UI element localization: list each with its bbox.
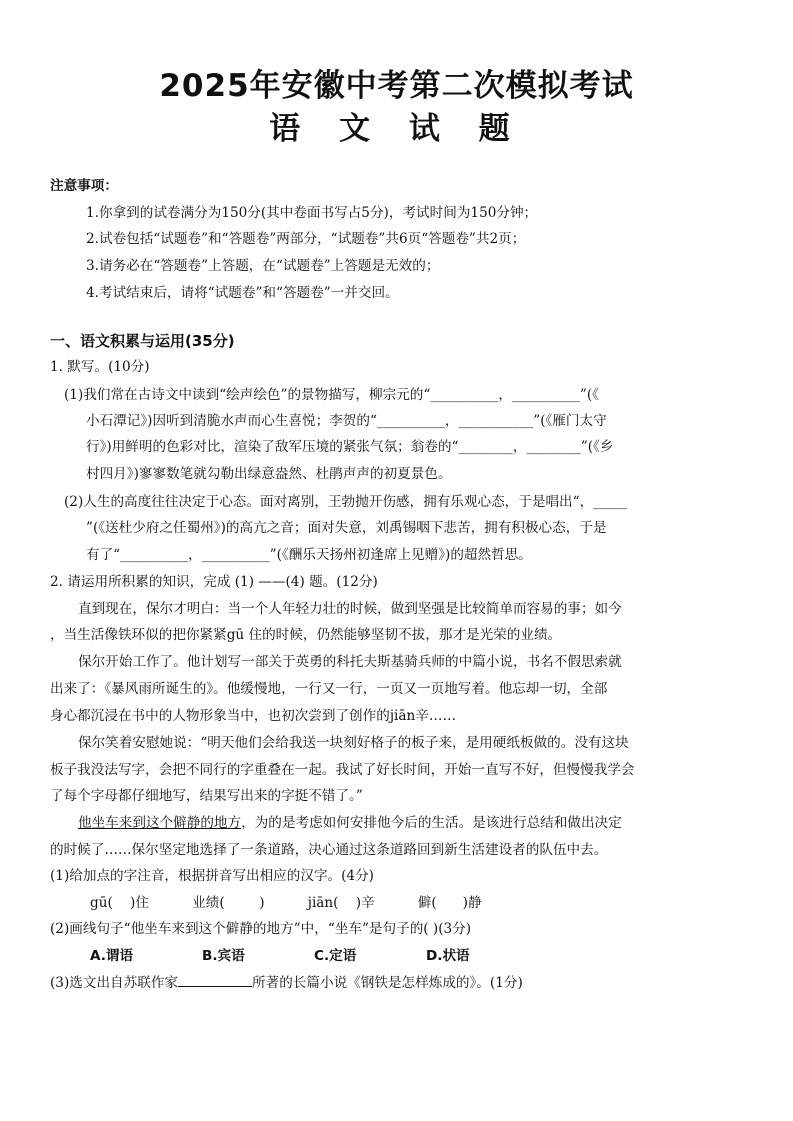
sub-question-3-text: (3)选文出自苏联作家 — [50, 975, 179, 991]
question-1-part-1-line: 村四月》)寥寥数笔就勾勒出绿意盎然、杜鹃声声的初夏景色。 — [86, 466, 452, 482]
passage-line: ，当生活像铁环似的把你紧紧gū 住的时候，仍然能够坚韧不拔，那才是光荣的业绩。 — [50, 627, 562, 643]
passage-line: 保尔笑着安慰她说：“明天他们会给我送一块刻好格子的板子来，是用硬纸板做的。没有这块 — [78, 735, 629, 751]
question-2-title: 2. 请运用所积累的知识，完成 (1) ——(4) 题。(12分) — [50, 574, 378, 590]
question-1-part-2-line: (2)人生的高度往往决定于心态。面对离别，王勃抛开伤感，拥有乐观心态，于是唱出“，_____ — [64, 494, 628, 510]
passage-line: 板子我没法写字，会把不同行的字重叠在一起。我试了好长时间，开始一直写不好，但慢慢我学会 — [50, 762, 635, 778]
passage-line — [78, 813, 622, 833]
exam-title: 2025年安徽中考第二次模拟考试 — [159, 68, 634, 104]
underlined-sentence: 他坐车来到这个僻静的地方 — [78, 815, 242, 831]
question-1-part-1-line: 行》)用鲜明的色彩对比，渲染了敌军压境的紧张气氛；翁卷的“________，________”(《乡 — [86, 439, 614, 455]
pinyin-blanks: gū( )住 业绩( ) jiān( )辛 僻( )静 — [90, 895, 482, 911]
option-d: D.状语 — [426, 948, 470, 964]
sub-question-2: (2)画线句子“他坐车来到这个僻静的地方”中，“坐车”是句子的( )(3分) — [50, 921, 472, 937]
notice-item: 3.请务必在“答题卷”上答题，在“试题卷”上答题是无效的； — [86, 258, 440, 274]
passage-line: 了每个字母都仔细地写，结果写出来的字挺不错了。” — [50, 788, 363, 804]
sub-question-3 — [50, 972, 523, 993]
question-1-part-2-line: ”(《送杜少府之任蜀州》)的高亢之音；面对失意，刘禹锡咽下悲苦，拥有积极心态，于是 — [86, 520, 607, 536]
section-heading: 一、语文积累与运用(35分) — [50, 332, 235, 350]
answer-blank — [178, 972, 252, 987]
passage-line: 直到现在，保尔才明白：当一个人年轻力壮的时候，做到坚强是比较简单而容易的事；如今 — [78, 601, 622, 617]
answer-options — [90, 946, 538, 966]
sub-question-3-text-end: 所著的长篇小说《钢铁是怎样炼成的》。(1分) — [252, 975, 523, 991]
notice-item: 2.试卷包括“试题卷”和“答题卷”两部分，“试题卷”共6页“答题卷”共2页； — [86, 231, 526, 247]
question-1-part-2-line: 有了“__________，__________”(《酬乐天扬州初逢席上见赠》)的超然哲思。 — [86, 547, 532, 563]
notice-item: 4.考试结束后，请将“试题卷”和“答题卷”一并交回。 — [86, 285, 399, 301]
notice-heading: 注意事项： — [50, 178, 118, 194]
passage-line: 保尔开始工作了。他计划写一部关于英勇的科托夫斯基骑兵师的中篇小说，书名不假思索就 — [78, 654, 622, 670]
question-1-part-1-line: 小石潭记》)因听到清脆水声而心生喜悦；李贺的“__________，___________”(《雁门太守 — [86, 413, 607, 429]
question-1-part-1-line: (1)我们常在古诗文中读到“绘声绘色”的景物描写，柳宗元的“__________，__________”(《 — [64, 387, 599, 403]
passage-text: ，为的是考虑如何安排他今后的生活。是该进行总结和做出决定 — [241, 815, 622, 831]
sub-question-1: (1)给加点的字注音，根据拼音写出相应的汉字。(4分) — [50, 868, 374, 884]
passage-line: 出来了：《暴风雨所诞生的》。他缓慢地，一行又一行，一页又一页地写着。他忘却一切，全部 — [50, 681, 608, 697]
option-a: A.谓语 — [90, 948, 134, 964]
question-1-title: 1. 默写。(10分) — [50, 359, 150, 375]
option-b: B.宾语 — [202, 948, 245, 964]
passage-line: 身心都沉浸在书中的人物形象当中，也初次尝到了创作的jiān辛…… — [50, 708, 457, 724]
option-c: C.定语 — [314, 948, 357, 964]
exam-subtitle: 语 文 试 题 — [269, 111, 524, 147]
passage-line: 的时候了……保尔坚定地选择了一条道路，决心通过这条道路回到新生活建设者的队伍中去。 — [50, 842, 608, 858]
notice-item: 1.你拿到的试卷满分为150分(其中卷面书写占5分)，考试时间为150分钟； — [86, 205, 538, 221]
